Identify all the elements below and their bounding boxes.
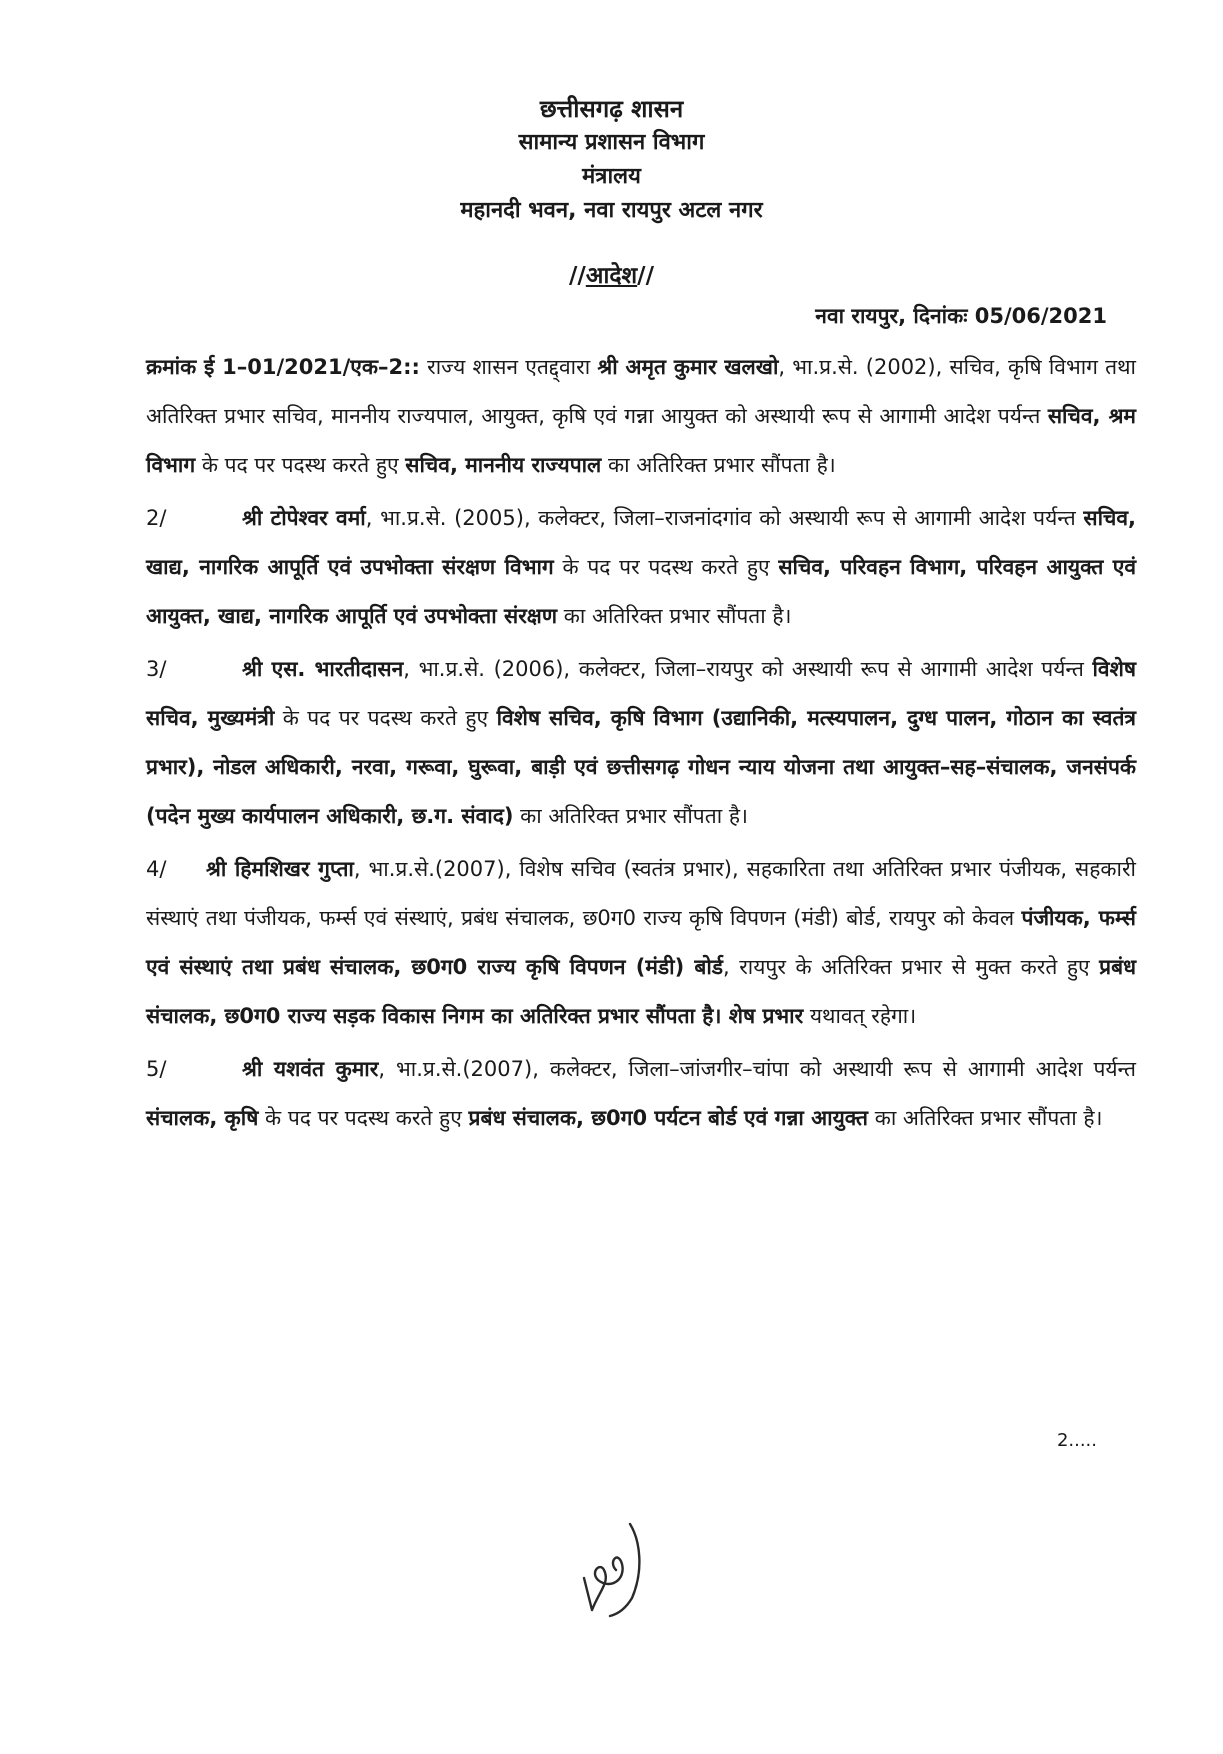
text: , भा.प्र.से. (2002), सचिव, कृषि विभाग तथा अतिरिक्त प्रभार सचिव, माननीय राज्यपाल, आयुक्त, कृषि एवं गन्ना आयुक्त को अस्थायी रूप से आगामी आदेश पर्यन्त — [146, 355, 1136, 428]
officer-name: श्री टोपेश्वर वर्मा — [242, 506, 366, 530]
additional-charge: सचिव, परिवहन विभाग, परिवहन आयुक्त एवं आयुक्त, खाद्य, नागरिक आपूर्ति एवं उपभोक्ता संरक्षण — [146, 555, 1137, 628]
text: का अतिरिक्त प्रभार सौंपता है। — [601, 453, 836, 477]
office-address: महानदी भवन, नवा रायपुर अटल नगर — [460, 198, 763, 223]
relieved-charge: पंजीयक, फर्म्स एवं संस्थाएं तथा प्रबंध संचालक, छ0ग0 राज्य कृषि विपणन (मंडी) बोर्ड — [146, 906, 1136, 979]
posting: सचिव, खाद्य, नागरिक आपूर्ति एवं उपभोक्ता संरक्षण विभाग — [146, 506, 1136, 579]
text: का अतिरिक्त प्रभार सौंपता है। — [513, 804, 748, 828]
paragraph-1 — [146, 343, 1136, 490]
department-name: सामान्य प्रशासन विभाग — [518, 130, 705, 155]
text: के पद पर पदस्थ करते हुए — [553, 555, 779, 579]
text: , रायपुर के अतिरिक्त प्रभार से मुक्त करते हुए — [723, 955, 1100, 979]
officer-name: श्री अमृत कुमार खलखो — [597, 355, 779, 379]
order-suffix: // — [637, 263, 654, 289]
text: के पद पर पदस्थ करते हुए — [274, 706, 497, 730]
text: , भा.प्र.से. (2005), कलेक्टर, जिला–राजनांदगांव को अस्थायी रूप से आगामी आदेश पर्यन्त — [365, 506, 1084, 530]
additional-charge: सचिव, माननीय राज्यपाल — [405, 453, 602, 477]
text: यथावत् रहेगा। — [803, 1004, 917, 1028]
text: के पद पर पदस्थ करते हुए — [258, 1106, 469, 1130]
paragraph-number: 5/ — [146, 1057, 167, 1081]
text: , भा.प्र.से. (2006), कलेक्टर, जिला–रायपुर को अस्थायी रूप से आगामी आदेश पर्यन्त — [403, 657, 1093, 681]
text: , भा.प्र.से.(2007), कलेक्टर, जिला–जांजगीर–चांपा को अस्थायी रूप से आगामी आदेश पर्यन्त — [378, 1057, 1136, 1081]
order-prefix: // — [569, 263, 586, 289]
paragraph-number: 4/ — [146, 857, 167, 881]
paragraph-2 — [146, 494, 1136, 641]
text: के पद पर पदस्थ करते हुए — [195, 453, 406, 477]
office-name: मंत्रालय — [582, 164, 641, 189]
signature-initials — [570, 1510, 660, 1620]
government-name: छत्तीसगढ़ शासन — [539, 95, 684, 123]
letterhead — [0, 92, 1223, 228]
additional-charge: विशेष सचिव, कृषि विभाग (उद्यानिकी, मत्स्यपालन, दुग्ध पालन, गोठान का स्वतंत्र प्रभार), नोडल अधिकारी, नरवा, गरूवा, घुरूवा, बाड़ी एवं छत्तीसगढ़ गोधन न्याय योजना तथा आयुक्त–सह–संचालक, जनसंपर्क (पदेन मुख्य कार्यपालन अधिकारी, छ.ग. संवाद) — [146, 706, 1137, 828]
additional-charge: प्रबंध संचालक, छ0ग0 राज्य सड़क विकास निगम का अतिरिक्त प्रभार सौंपता है। शेष प्रभार — [146, 955, 1137, 1028]
place-and-date: नवा रायपुर, दिनांकः 05/06/2021 — [815, 304, 1107, 328]
order-title-text: आदेश — [585, 263, 638, 289]
text: का अतिरिक्त प्रभार सौंपता है। — [868, 1106, 1103, 1130]
paragraph-3 — [146, 645, 1136, 841]
posting: संचालक, कृषि — [146, 1106, 259, 1130]
paragraph-number: 3/ — [146, 657, 167, 681]
page-continuation: 2..... — [1056, 1430, 1097, 1451]
additional-charge: प्रबंध संचालक, छ0ग0 पर्यटन बोर्ड एवं गन्ना आयुक्त — [468, 1106, 869, 1130]
posting: विशेष सचिव, मुख्यमंत्री — [146, 657, 1136, 730]
order-reference: क्रमांक ई 1–01/2021/एक–2:: — [146, 355, 420, 379]
text: , भा.प्र.से.(2007), विशेष सचिव (स्वतंत्र प्रभार), सहकारिता तथा अतिरिक्त प्रभार पंजीयक, सहकारी संस्थाएं तथा पंजीयक, फर्म्स एवं संस्थाएं, प्रबंध संचालक, छ0ग0 राज्य कृषि विपणन (मंडी) बोर्ड, रायपुर को केवल — [146, 857, 1136, 930]
paragraph-5 — [146, 1045, 1136, 1143]
officer-name: श्री यशवंत कुमार — [242, 1057, 379, 1081]
posting: सचिव, श्रम विभाग — [146, 404, 1136, 477]
order-body — [146, 343, 1136, 1147]
paragraph-4 — [146, 845, 1136, 1041]
paragraph-number: 2/ — [146, 506, 167, 530]
order-title — [0, 258, 1223, 290]
text: राज्य शासन एतद्द्वारा — [419, 355, 598, 379]
officer-name: श्री एस. भारतीदासन — [242, 657, 404, 681]
text: का अतिरिक्त प्रभार सौंपता है। — [557, 604, 792, 628]
officer-name: श्री हिमशिखर गुप्ता — [206, 857, 354, 881]
